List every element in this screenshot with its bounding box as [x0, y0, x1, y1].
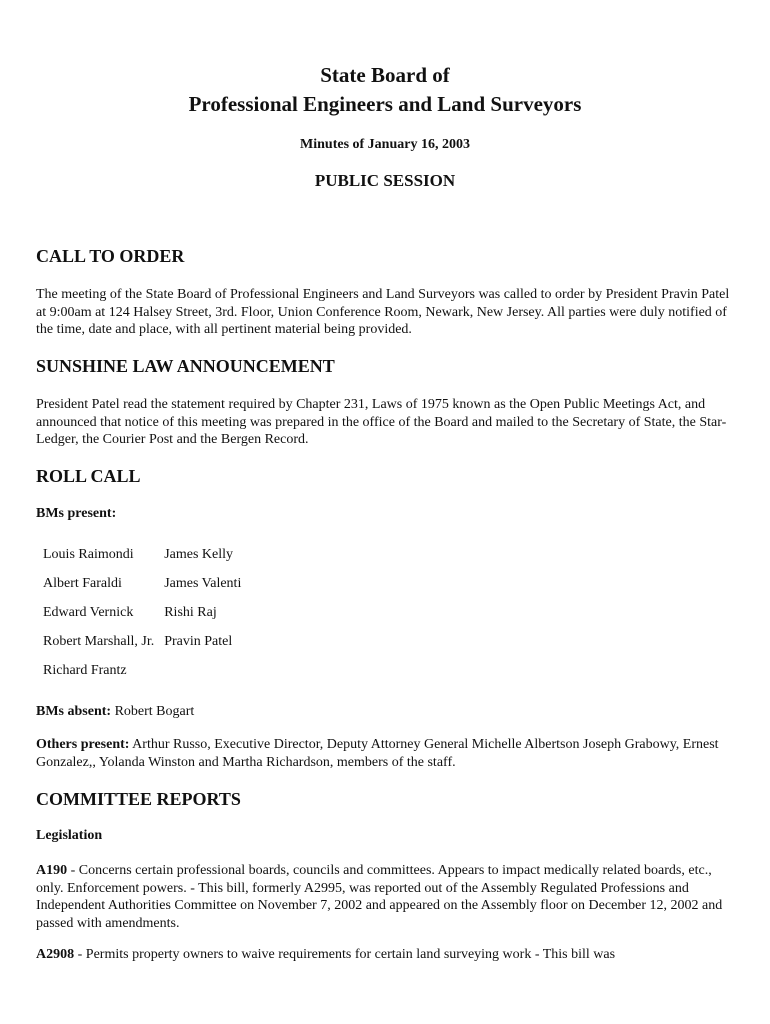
board-title-line1: State Board of: [320, 63, 450, 87]
sunshine-text: President Patel read the statement required by Chapter 231, Laws of 1975 known as the Open Public Meetings Act, and announced that notice of this meeting was prepared in the office of the Board and mailed to the Secretary of State, the Star-Ledger, the Courier Post and the Bergen Record.: [36, 397, 727, 447]
bill-id: A2908: [36, 947, 75, 962]
members-present-table: [38, 540, 246, 685]
committee-reports-heading: COMMITTEE REPORTS: [36, 789, 241, 809]
member-name: James Valenti: [164, 575, 242, 591]
table-row: [38, 540, 246, 569]
member-name: James Kelly: [164, 546, 234, 562]
legislation-subheading: Legislation: [36, 828, 103, 843]
table-row: [38, 598, 246, 627]
member-name: [159, 656, 246, 685]
call-to-order-heading: CALL TO ORDER: [36, 246, 185, 266]
minutes-date: Minutes of January 16, 2003: [300, 137, 470, 152]
bill-a2908: [36, 946, 736, 964]
members-absent-label: BMs absent:: [36, 704, 112, 719]
members-absent-text: Robert Bogart: [111, 704, 195, 719]
table-row: [38, 627, 246, 656]
table-row: [38, 656, 246, 685]
table-row: [38, 569, 246, 598]
member-name: Edward Vernick: [43, 604, 134, 620]
bill-text: - Permits property owners to waive requirements for certain land surveying work - This bill was: [74, 947, 616, 962]
member-name: Rishi Raj: [164, 604, 217, 620]
session-label: PUBLIC SESSION: [314, 171, 456, 190]
members-present-label: BMs present:: [36, 506, 117, 521]
bill-text: - Concerns certain professional boards, councils and committees. Appears to impact medically related boards, etc., only. Enforcement powers. - This bill, formerly A2995, was reported out of the Assembly Regulated Professions and Independent Authorities Committee on November 7, 2002 and appeared on the Assembly floor on December 12, 2002 and passed with amendments.: [36, 863, 723, 931]
roll-call-heading: ROLL CALL: [36, 466, 141, 486]
others-present-text: Arthur Russo, Executive Director, Deputy Attorney General Michelle Albertson Joseph Grabowy, Ernest Gonzalez,, Yolanda Winston and Martha Richardson, members of the staff.: [36, 737, 719, 770]
members-absent: [36, 703, 736, 721]
member-name: Robert Marshall, Jr.: [43, 633, 155, 649]
member-name: Louis Raimondi: [43, 546, 134, 562]
others-present-label: Others present:: [36, 737, 130, 752]
sunshine-heading: SUNSHINE LAW ANNOUNCEMENT: [36, 356, 335, 376]
member-name: Albert Faraldi: [43, 575, 122, 591]
others-present: [36, 736, 736, 771]
call-to-order-text: The meeting of the State Board of Professional Engineers and Land Surveyors was called to order by President Pravin Patel at 9:00am at 124 Halsey Street, 3rd. Floor, Union Conference Room, Newark, New Jersey. All parties were duly notified of the time, date and place, with all pertinent material being provided.: [36, 287, 730, 337]
member-name: Richard Frantz: [43, 662, 127, 678]
bill-a190: [36, 862, 736, 932]
bill-id: A190: [36, 863, 68, 878]
member-name: Pravin Patel: [164, 633, 233, 649]
board-title-line2: Professional Engineers and Land Surveyors: [188, 92, 582, 116]
